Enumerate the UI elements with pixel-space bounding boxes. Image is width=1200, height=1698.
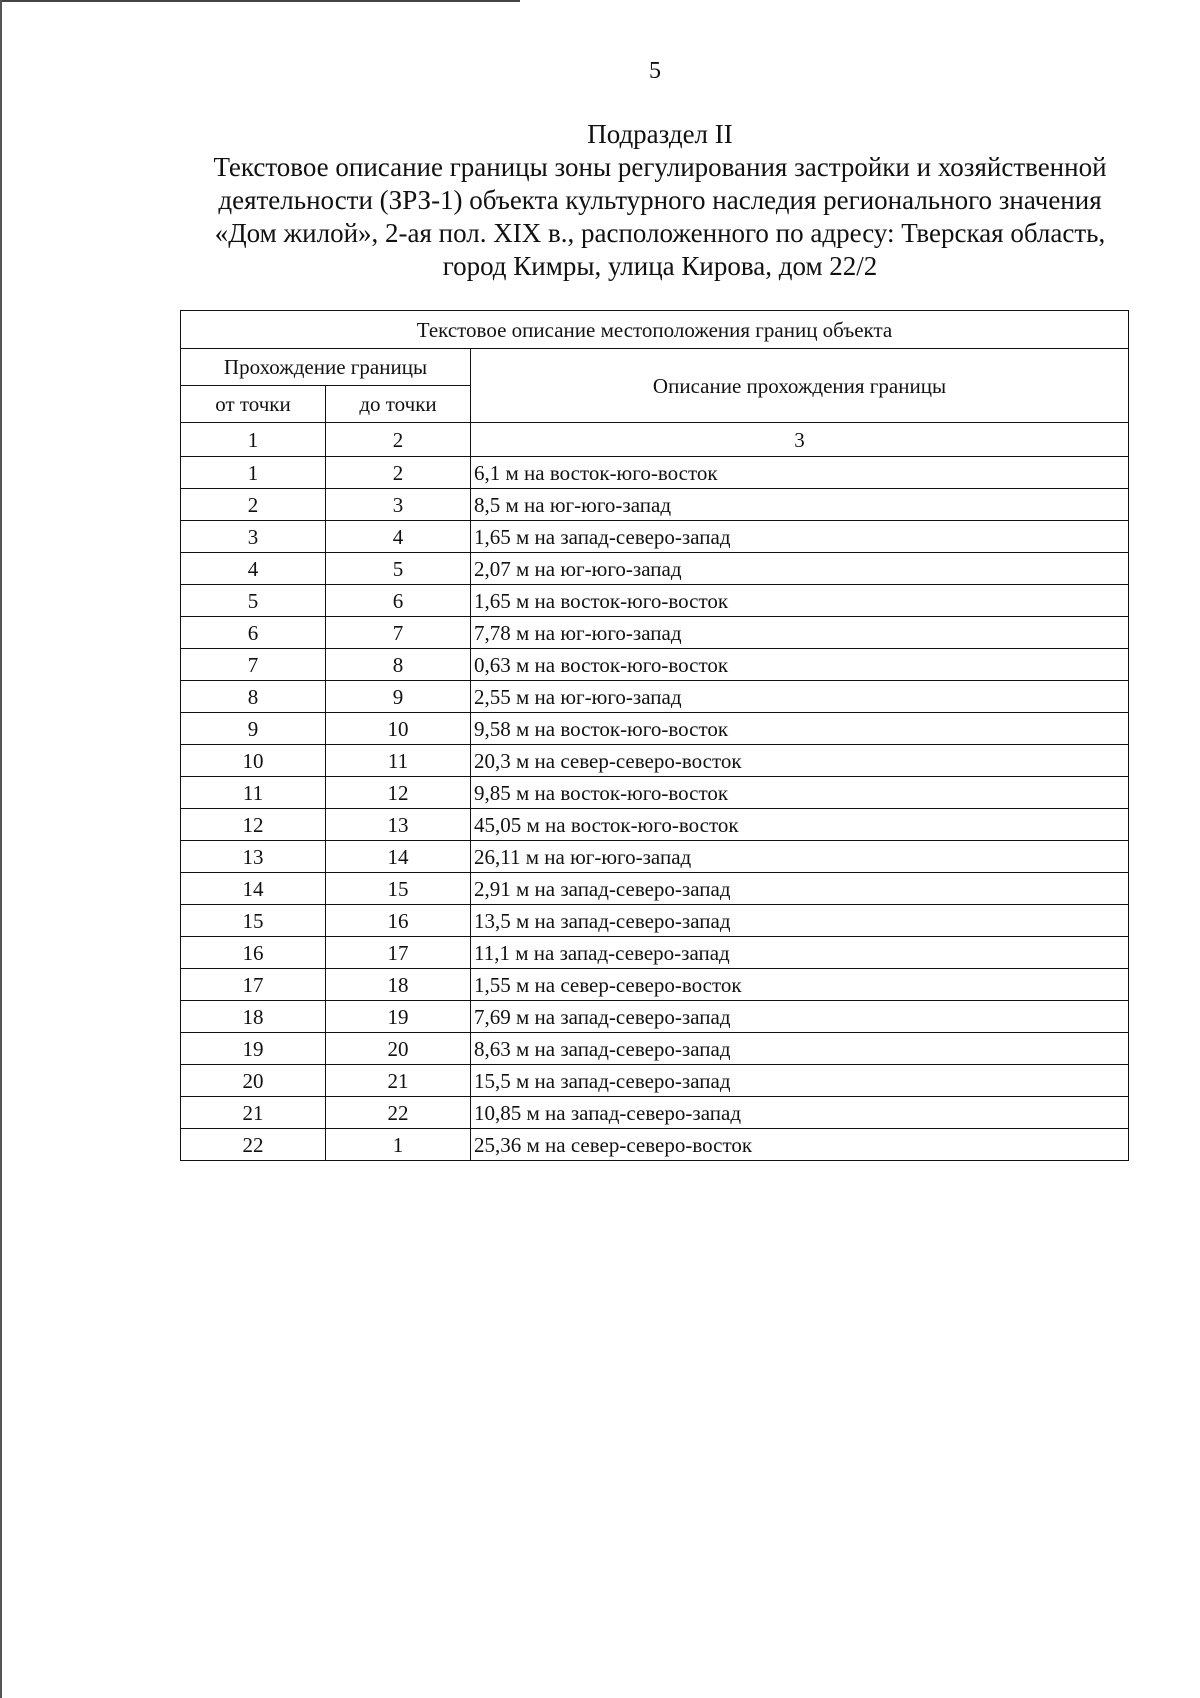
table-row bbox=[181, 1033, 1129, 1065]
subsection-title: Подраздел II bbox=[587, 119, 733, 149]
row-to-point: 10 bbox=[326, 713, 471, 745]
row-description: 0,63 м на восток-юго-восток bbox=[471, 649, 1129, 681]
row-to-point: 1 bbox=[326, 1129, 471, 1161]
heading-line-1: Текстовое описание границы зоны регулирования застройки и хозяйственной bbox=[213, 152, 1107, 182]
row-from-point: 20 bbox=[181, 1065, 326, 1097]
table-row bbox=[181, 713, 1129, 745]
row-description: 8,5 м на юг-юго-запад bbox=[471, 489, 1129, 521]
row-description: 8,63 м на запад-северо-запад bbox=[471, 1033, 1129, 1065]
row-from-point: 12 bbox=[181, 809, 326, 841]
row-description: 6,1 м на восток-юго-восток bbox=[471, 457, 1129, 489]
table-row bbox=[181, 905, 1129, 937]
table-row bbox=[181, 457, 1129, 489]
row-to-point: 20 bbox=[326, 1033, 471, 1065]
row-to-point: 8 bbox=[326, 649, 471, 681]
document-heading bbox=[180, 118, 1140, 283]
row-from-point: 11 bbox=[181, 777, 326, 809]
row-description: 26,11 м на юг-юго-запад bbox=[471, 841, 1129, 873]
row-to-point: 7 bbox=[326, 617, 471, 649]
row-from-point: 16 bbox=[181, 937, 326, 969]
row-to-point: 2 bbox=[326, 457, 471, 489]
table-row bbox=[181, 841, 1129, 873]
row-to-point: 12 bbox=[326, 777, 471, 809]
row-from-point: 7 bbox=[181, 649, 326, 681]
row-from-point: 10 bbox=[181, 745, 326, 777]
table-row bbox=[181, 1065, 1129, 1097]
table-row bbox=[181, 777, 1129, 809]
row-to-point: 3 bbox=[326, 489, 471, 521]
table-body bbox=[181, 457, 1129, 1161]
row-description: 9,58 м на восток-юго-восток bbox=[471, 713, 1129, 745]
desc-header: Описание прохождения границы bbox=[471, 349, 1129, 423]
row-from-point: 3 bbox=[181, 521, 326, 553]
row-from-point: 6 bbox=[181, 617, 326, 649]
row-from-point: 13 bbox=[181, 841, 326, 873]
page-number: 5 bbox=[649, 58, 661, 84]
table-row bbox=[181, 617, 1129, 649]
row-to-point: 17 bbox=[326, 937, 471, 969]
row-to-point: 5 bbox=[326, 553, 471, 585]
table-row bbox=[181, 585, 1129, 617]
scan-edge-left bbox=[0, 0, 2, 1698]
table-row bbox=[181, 649, 1129, 681]
row-from-point: 4 bbox=[181, 553, 326, 585]
table-row bbox=[181, 1097, 1129, 1129]
row-to-point: 19 bbox=[326, 1001, 471, 1033]
row-to-point: 16 bbox=[326, 905, 471, 937]
table-row bbox=[181, 745, 1129, 777]
row-from-point: 9 bbox=[181, 713, 326, 745]
heading-line-2: деятельности (ЗРЗ-1) объекта культурного наследия регионального значения bbox=[218, 185, 1102, 215]
row-description: 13,5 м на запад-северо-запад bbox=[471, 905, 1129, 937]
heading-line-4: город Кимры, улица Кирова, дом 22/2 bbox=[442, 251, 878, 281]
row-to-point: 6 bbox=[326, 585, 471, 617]
to-header: до точки bbox=[326, 386, 471, 423]
table-row bbox=[181, 521, 1129, 553]
row-description: 1,55 м на север-северо-восток bbox=[471, 969, 1129, 1001]
from-header: от точки bbox=[181, 386, 326, 423]
row-to-point: 14 bbox=[326, 841, 471, 873]
row-from-point: 14 bbox=[181, 873, 326, 905]
row-from-point: 15 bbox=[181, 905, 326, 937]
table-title-row bbox=[181, 311, 1129, 349]
row-from-point: 17 bbox=[181, 969, 326, 1001]
group-header: Прохождение границы bbox=[181, 349, 471, 386]
row-description: 2,91 м на запад-северо-запад bbox=[471, 873, 1129, 905]
row-to-point: 11 bbox=[326, 745, 471, 777]
column-number-1: 1 bbox=[181, 423, 326, 457]
table-row bbox=[181, 553, 1129, 585]
row-description: 15,5 м на запад-северо-запад bbox=[471, 1065, 1129, 1097]
row-from-point: 18 bbox=[181, 1001, 326, 1033]
table-row bbox=[181, 1129, 1129, 1161]
scan-edge-top bbox=[0, 0, 520, 2]
row-from-point: 19 bbox=[181, 1033, 326, 1065]
row-description: 2,55 м на юг-юго-запад bbox=[471, 681, 1129, 713]
table-row bbox=[181, 937, 1129, 969]
table-row bbox=[181, 809, 1129, 841]
boundary-table bbox=[180, 310, 1129, 1161]
table-row bbox=[181, 873, 1129, 905]
row-description: 9,85 м на восток-юго-восток bbox=[471, 777, 1129, 809]
row-description: 2,07 м на юг-юго-запад bbox=[471, 553, 1129, 585]
table-row bbox=[181, 1001, 1129, 1033]
table-title: Текстовое описание местоположения границ объекта bbox=[181, 311, 1129, 349]
column-number-row bbox=[181, 423, 1129, 457]
row-description: 10,85 м на запад-северо-запад bbox=[471, 1097, 1129, 1129]
row-to-point: 4 bbox=[326, 521, 471, 553]
row-description: 20,3 м на север-северо-восток bbox=[471, 745, 1129, 777]
row-from-point: 1 bbox=[181, 457, 326, 489]
row-description: 7,69 м на запад-северо-запад bbox=[471, 1001, 1129, 1033]
row-description: 1,65 м на восток-юго-восток bbox=[471, 585, 1129, 617]
table-header bbox=[181, 311, 1129, 457]
row-description: 11,1 м на запад-северо-запад bbox=[471, 937, 1129, 969]
row-from-point: 22 bbox=[181, 1129, 326, 1161]
row-to-point: 22 bbox=[326, 1097, 471, 1129]
row-from-point: 21 bbox=[181, 1097, 326, 1129]
row-description: 7,78 м на юг-юго-запад bbox=[471, 617, 1129, 649]
row-to-point: 15 bbox=[326, 873, 471, 905]
row-from-point: 2 bbox=[181, 489, 326, 521]
group-header-row bbox=[181, 349, 1129, 386]
row-description: 45,05 м на восток-юго-восток bbox=[471, 809, 1129, 841]
table-row bbox=[181, 681, 1129, 713]
row-description: 25,36 м на север-северо-восток bbox=[471, 1129, 1129, 1161]
table-row bbox=[181, 969, 1129, 1001]
row-from-point: 5 bbox=[181, 585, 326, 617]
row-to-point: 9 bbox=[326, 681, 471, 713]
column-number-2: 2 bbox=[326, 423, 471, 457]
heading-line-3: «Дом жилой», 2-ая пол. XIX в., расположенного по адресу: Тверская область, bbox=[214, 218, 1106, 248]
row-description: 1,65 м на запад-северо-запад bbox=[471, 521, 1129, 553]
row-to-point: 18 bbox=[326, 969, 471, 1001]
column-number-3: 3 bbox=[471, 423, 1129, 457]
row-to-point: 21 bbox=[326, 1065, 471, 1097]
table-row bbox=[181, 489, 1129, 521]
row-to-point: 13 bbox=[326, 809, 471, 841]
row-from-point: 8 bbox=[181, 681, 326, 713]
